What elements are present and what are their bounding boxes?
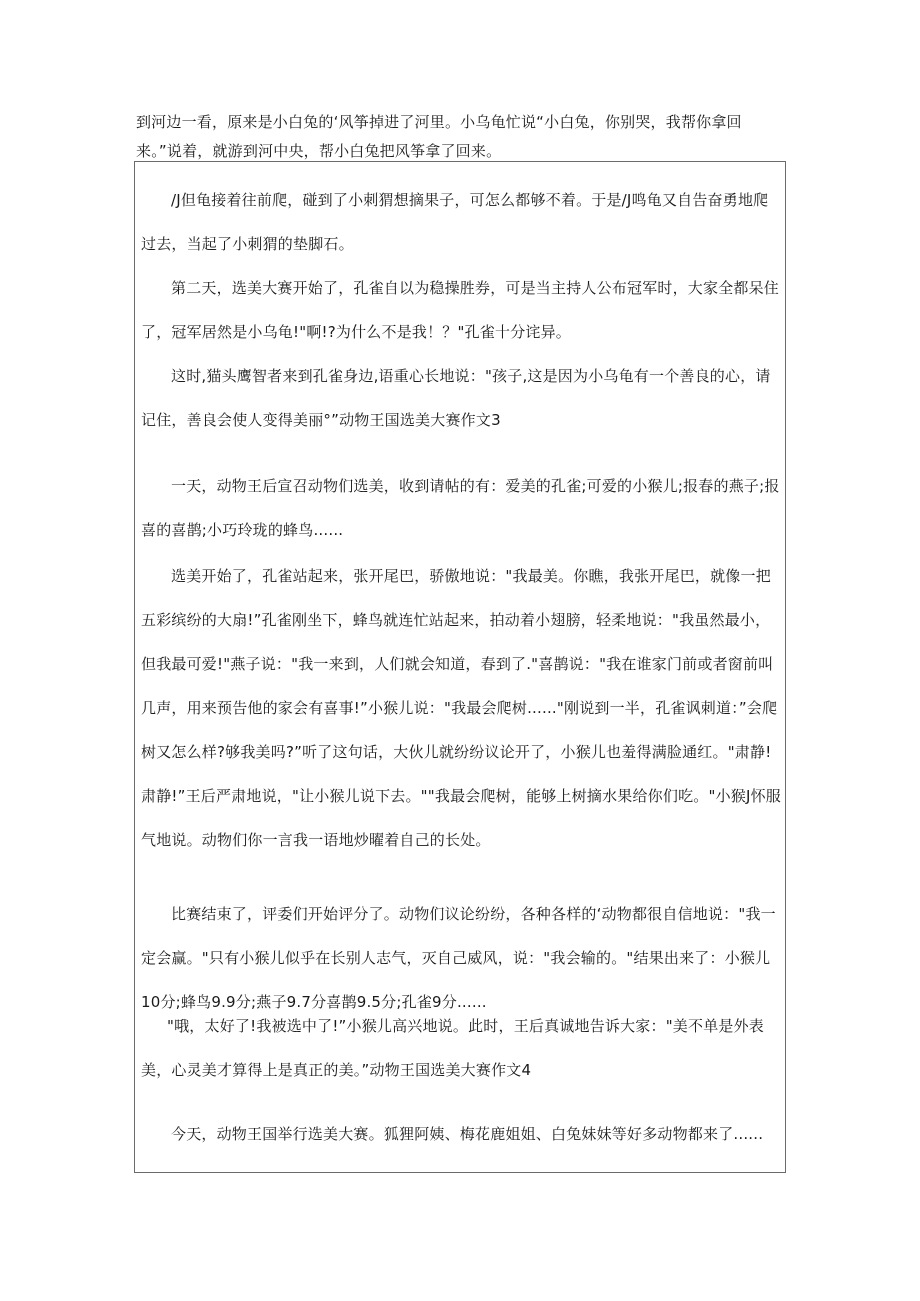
- paragraph-tortoise: /J但龟接着往前爬，碰到了小刺猬想摘果子，可怎么都够不着。于是/J鸣龟又自告奋勇地爬过去，当起了小刺猬的垫脚石。: [141, 191, 769, 253]
- paragraph-winner: "哦，太好了!我被选中了!”小猴儿高兴地说。此时，王后真诚地告诉大家："美不单是外表美，心灵美才算得上是真正的美。”动物王国选美大赛作文4: [141, 1017, 764, 1079]
- paragraph-contest-begins: 选美开始了，孔雀站起来，张开尾巴，骄傲地说："我最美。你瞧，我张开尾巴，就像一把五彩缤纷的大扇!”孔雀刚坐下，蜂鸟就连忙站起来，拍动着小翅膀，轻柔地说："我虽然最小，但我最可爱!"燕子说："我一来到，人们就会知道，春到了."喜鹊说："我在谁家门前或者窗前叫几声，用来预告他的家会有喜事!”小猴儿说："我最会爬树......"刚说到一半，孔雀讽刺道：”会爬树又怎么样?够我美吗?”听了这句话，大伙儿就纷纷议论开了，小猴儿也羞得满脸通红。"肃静!肃静!”王后严肃地说，"让小猴儿说下去。""我最会爬树，能够上树摘水果给你们吃。"小猴J怀服气地说。动物们你一言我一语地炒曜着自己的长处。: [141, 567, 782, 849]
- intro-paragraph: 到河边一看，原来是小白兔的‘风筝掉进了河里。小乌龟忙说“小白兔，你别哭，我帮你拿回来。”说着，就游到河中央，帮小白兔把风筝拿了回来。: [136, 113, 742, 160]
- essay-text-box: [134, 161, 786, 1173]
- intro-text: [136, 108, 786, 166]
- paragraph-contest-day: 第二天，选美大赛开始了，孔雀自以为稳操胜券，可是当主持人公布冠军时，大家全都呆住了，冠军居然是小乌龟!"啊!?为什么不是我！？"孔雀十分诧异。: [141, 279, 780, 341]
- paragraph-owl: 这时,猫头鹰智者来到孔雀身边,语重心长地说："孩子,这是因为小乌龟有一个善良的心，请记住，善良会使人变得美丽°”动物王国选美大赛作文3: [141, 367, 771, 429]
- paragraph-scoring: 比赛结束了，评委们开始评分了。动物们议论纷纷，各种各样的‘动物都很自信地说："我一定会赢。"只有小猴儿似乎在长别人志气，灭自己威风，说："我会输的。"结果出来了：小猴儿10分;蜂鸟9.9分;燕子9.7分喜鹊9.5分;孔雀9分......: [141, 905, 776, 1011]
- paragraph-essay-4: 今天，动物王国举行选美大赛。狐狸阿姨、梅花鹿姐姐、白兔妹妹等好多动物都来了......: [171, 1125, 764, 1143]
- paragraph-invitation: 一天，动物王后宣召动物们选美，收到请帖的有：爱美的孔雀;可爱的小猴儿;报春的燕子;报喜的喜鹊;小巧玲珑的蜂鸟......: [141, 477, 780, 539]
